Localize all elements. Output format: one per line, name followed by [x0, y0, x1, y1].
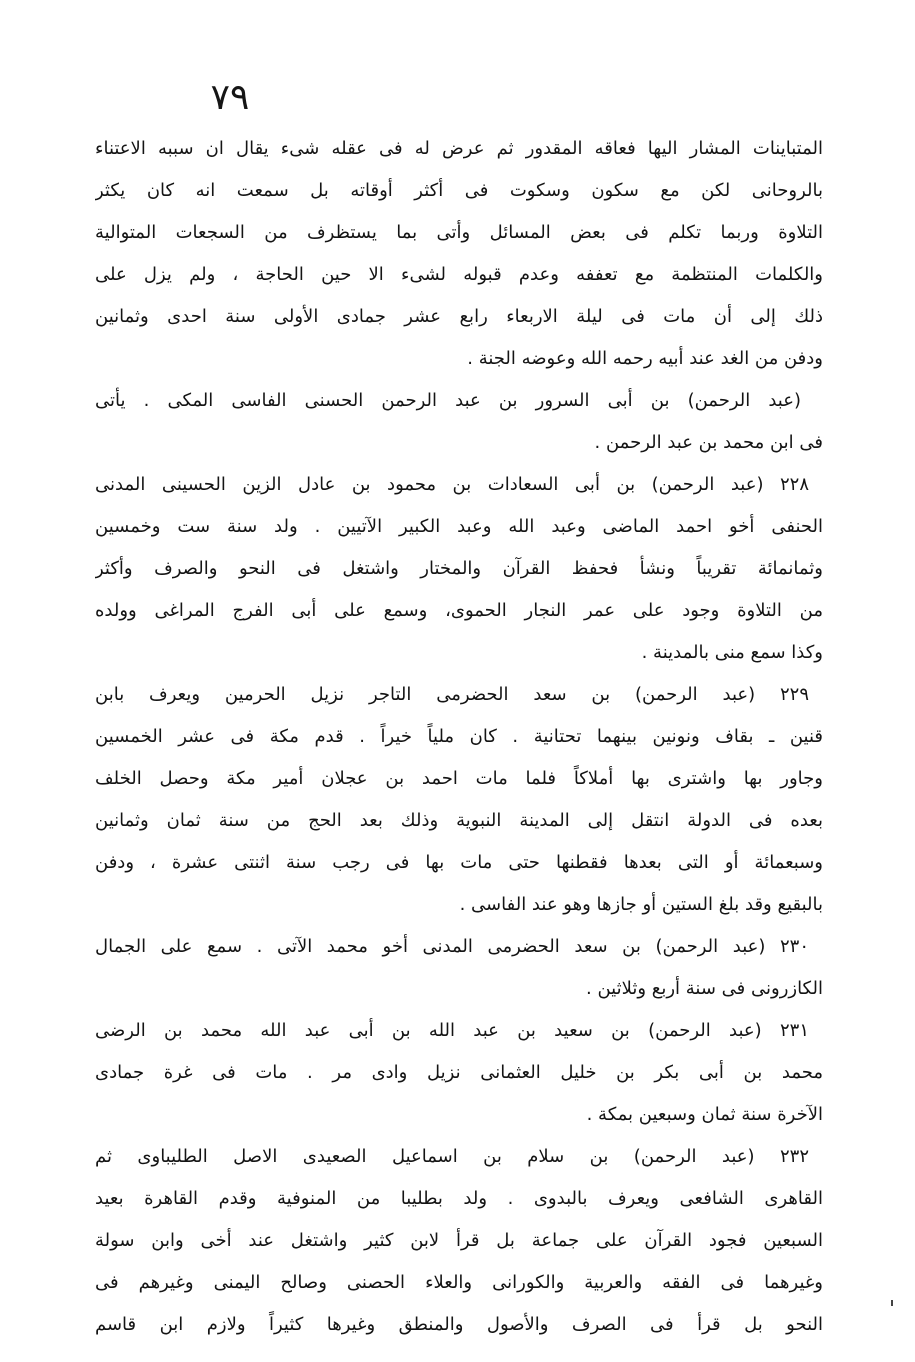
entry-heading-line: ٢٣٢ (عبد الرحمن) بن سلام بن اسماعيل الصعيدى الاصل الطليباوى ثم — [95, 1146, 809, 1167]
text-line: ودفن من الغد عند أبيه رحمه الله وعوضه الجنة . — [467, 348, 823, 369]
entry-heading-line: (عبد الرحمن) بن أبى السرور بن عبد الرحمن الحسنى الفاسى المكى . يأتى — [95, 390, 801, 411]
text-line: ذلك إلى أن مات فى ليلة الاربعاء رابع عشر جمادى الأولى سنة احدى وثمانين — [95, 306, 823, 327]
text-line: وغيرهما فى الفقه والعربية والكورانى والعلاء الحصنى وصالح اليمنى وغيرهم فى — [95, 1272, 823, 1293]
text-line: بعده فى الدولة انتقل إلى المدينة النبوية وذلك بعد الحج من سنة ثمان وثمانين — [95, 810, 823, 831]
text-line: وكذا سمع منى بالمدينة . — [641, 642, 823, 663]
text-line: التلاوة وربما تكلم فى بعض المسائل وأتى بما يستظرف من السجعات المتوالية — [95, 222, 823, 243]
text-line: وجاور بها واشترى بها أملاكاً فلما مات احمد بن عجلان أمير مكة وحصل الخلف — [95, 768, 823, 789]
text-line: الآخرة سنة ثمان وسبعين بمكة . — [586, 1104, 823, 1125]
text-line: المتباينات المشار اليها فعاقه المقدور ثم عرض له فى عقله شىء يقال ان سببه الاعتناء — [95, 138, 823, 159]
page-number: ٧٩ — [210, 77, 250, 118]
text-line: الحنفى أخو احمد الماضى وعبد الله وعبد الكبير الآتيين . ولد سنة ست وخمسين — [95, 516, 823, 537]
text-line: محمد بن أبى بكر بن خليل العثمانى نزيل وادى مر . مات فى غرة جمادى — [95, 1062, 823, 1083]
text-body — [95, 128, 823, 1346]
entry-heading-line: ٢٢٨ (عبد الرحمن) بن أبى السعادات بن محمود بن عادل الزين الحسينى المدنى — [95, 474, 809, 495]
text-line: بالروحانى لكن مع سكون وسكوت فى أكثر أوقاته بل سمعت انه كان يكثر — [95, 180, 823, 201]
entry-heading-line: ٢٣١ (عبد الرحمن) بن سعيد بن عبد الله بن أبى عبد الله محمد بن الرضى — [95, 1020, 809, 1041]
text-line: وسبعمائة أو التى بعدها فقطنها حتى مات بها فى رجب سنة اثنتى عشرة ، ودفن — [95, 852, 823, 873]
text-line: بالبقيع وقد بلغ الستين أو جازها وهو عند الفاسى . — [459, 894, 823, 915]
text-line: قنين ـ بقاف ونونين بينهما تحتانية . كان ملياً خيراً . قدم مكة فى عشر الخمسين — [95, 726, 823, 747]
text-line: النحو بل قرأ فى الصرف والأصول والمنطق وغيرها كثيراً ولازم ابن قاسم — [95, 1314, 823, 1335]
entry-heading-line: ٢٢٩ (عبد الرحمن) بن سعد الحضرمى التاجر نزيل الحرمين ويعرف بابن — [95, 684, 809, 705]
text-line: الكازرونى فى سنة أربع وثلاثين . — [586, 978, 823, 999]
text-line: وثمانمائة تقريباً ونشأ فحفظ القرآن والمختار واشتغل فى النحو والصرف وأكثر — [95, 558, 823, 579]
text-line: من التلاوة وجود على عمر النجار الحموى، وسمع على أبى الفرج المراغى وولده — [95, 600, 823, 621]
margin-mark — [891, 1300, 893, 1306]
text-line: فى ابن محمد بن عبد الرحمن . — [594, 432, 823, 453]
text-line: والكلمات المنتظمة مع تعففه وعدم قبوله لشىء الا حين الحاجة ، ولم يزل على — [95, 264, 823, 285]
entry-heading-line: ٢٣٠ (عبد الرحمن) بن سعد الحضرمى المدنى أخو محمد الآتى . سمع على الجمال — [95, 936, 809, 957]
text-line: السبعين فجود القرآن على جماعة بل قرأ لابن كثير واشتغل عند أخى وابن سولة — [95, 1230, 823, 1251]
text-line: القاهرى الشافعى ويعرف بالبدوى . ولد بطليبا من المنوفية وقدم القاهرة بعيد — [95, 1188, 823, 1209]
